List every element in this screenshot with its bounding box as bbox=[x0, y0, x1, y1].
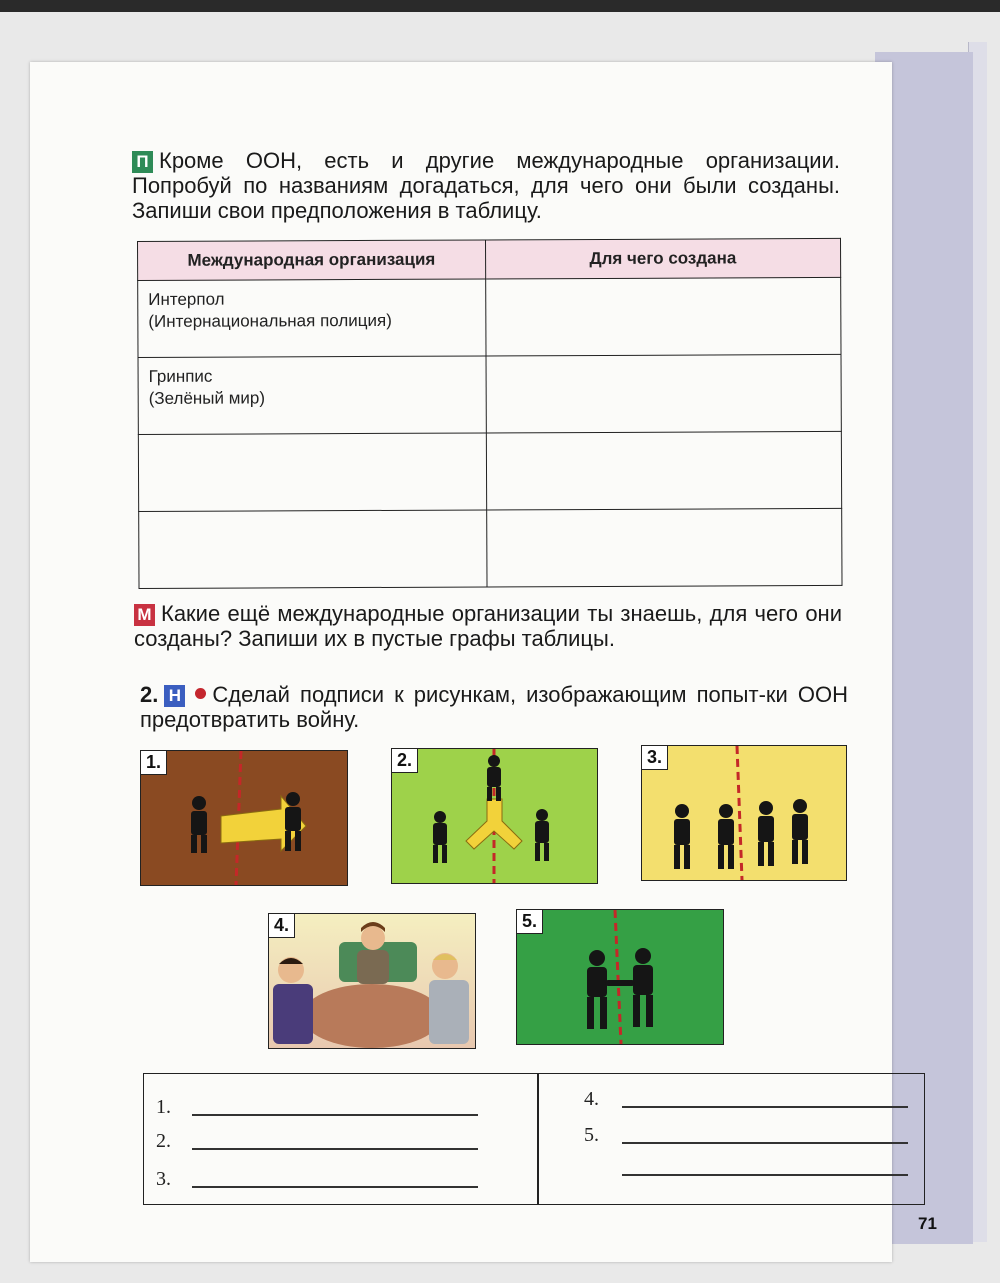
table-cell-empty[interactable] bbox=[486, 431, 842, 510]
task-2 bbox=[134, 601, 842, 651]
task-2-text: Какие ещё международные организации ты знаешь, для чего они созданы? Запиши их в пустые графы таблицы. bbox=[134, 601, 842, 651]
table-cell-answer[interactable] bbox=[485, 277, 841, 356]
picture-label: 3. bbox=[642, 746, 668, 770]
picture-4 bbox=[268, 913, 476, 1049]
task-badge-n: Н bbox=[164, 685, 185, 707]
red-dot-icon bbox=[195, 688, 206, 699]
org-name: Интерпол bbox=[148, 289, 225, 309]
answer-number: 4. bbox=[584, 1088, 599, 1110]
page-number: 71 bbox=[918, 1214, 937, 1233]
table-cell-empty[interactable] bbox=[139, 510, 487, 589]
table-cell-organization bbox=[138, 279, 486, 358]
table-cell-empty[interactable] bbox=[138, 433, 486, 512]
org-subtitle: (Интернациональная полиция) bbox=[148, 310, 392, 331]
answers-divider bbox=[537, 1074, 539, 1204]
picture-label: 4. bbox=[269, 914, 295, 938]
org-subtitle: (Зелёный мир) bbox=[148, 388, 266, 408]
answers-box bbox=[143, 1073, 925, 1205]
table-header-organization: Международная организация bbox=[138, 240, 486, 281]
scan-top-edge bbox=[0, 0, 1000, 12]
task-badge-p: П bbox=[132, 151, 153, 173]
table-cell-answer[interactable] bbox=[486, 354, 842, 433]
picture-2 bbox=[391, 748, 598, 884]
table-cell-organization bbox=[138, 356, 486, 435]
answer-number: 1. bbox=[156, 1096, 171, 1118]
picture-1 bbox=[140, 750, 348, 886]
answer-line-3[interactable] bbox=[192, 1186, 478, 1188]
table-header-purpose: Для чего создана bbox=[485, 238, 841, 279]
picture-label: 1. bbox=[141, 751, 167, 775]
task-1 bbox=[132, 148, 840, 223]
picture-5 bbox=[516, 909, 724, 1045]
task-3 bbox=[140, 682, 848, 732]
answer-line-4[interactable] bbox=[622, 1106, 908, 1108]
answer-number: 3. bbox=[156, 1168, 171, 1190]
picture-label: 5. bbox=[517, 910, 543, 934]
task-badge-m: М bbox=[134, 604, 155, 626]
answer-number: 5. bbox=[584, 1124, 599, 1146]
answer-number: 2. bbox=[156, 1130, 171, 1152]
picture-label: 2. bbox=[392, 749, 418, 773]
organizations-table bbox=[137, 238, 843, 589]
task-1-text: Кроме ООН, есть и другие международные организации. Попробуй по названиям догадаться, для чего они были созданы. Запиши свои предположения в таблицу. bbox=[132, 148, 840, 223]
answer-line-5-continued[interactable] bbox=[622, 1174, 908, 1176]
org-name: Гринпис bbox=[148, 366, 213, 386]
task-3-text: Сделай подписи к рисункам, изображающим попыт-ки ООН предотвратить войну. bbox=[140, 682, 848, 732]
picture-3 bbox=[641, 745, 847, 881]
table-cell-empty[interactable] bbox=[486, 508, 842, 587]
task-number: 2. bbox=[140, 682, 159, 707]
answer-line-2[interactable] bbox=[192, 1148, 478, 1150]
answer-line-1[interactable] bbox=[192, 1114, 478, 1116]
answer-line-5[interactable] bbox=[622, 1142, 908, 1144]
